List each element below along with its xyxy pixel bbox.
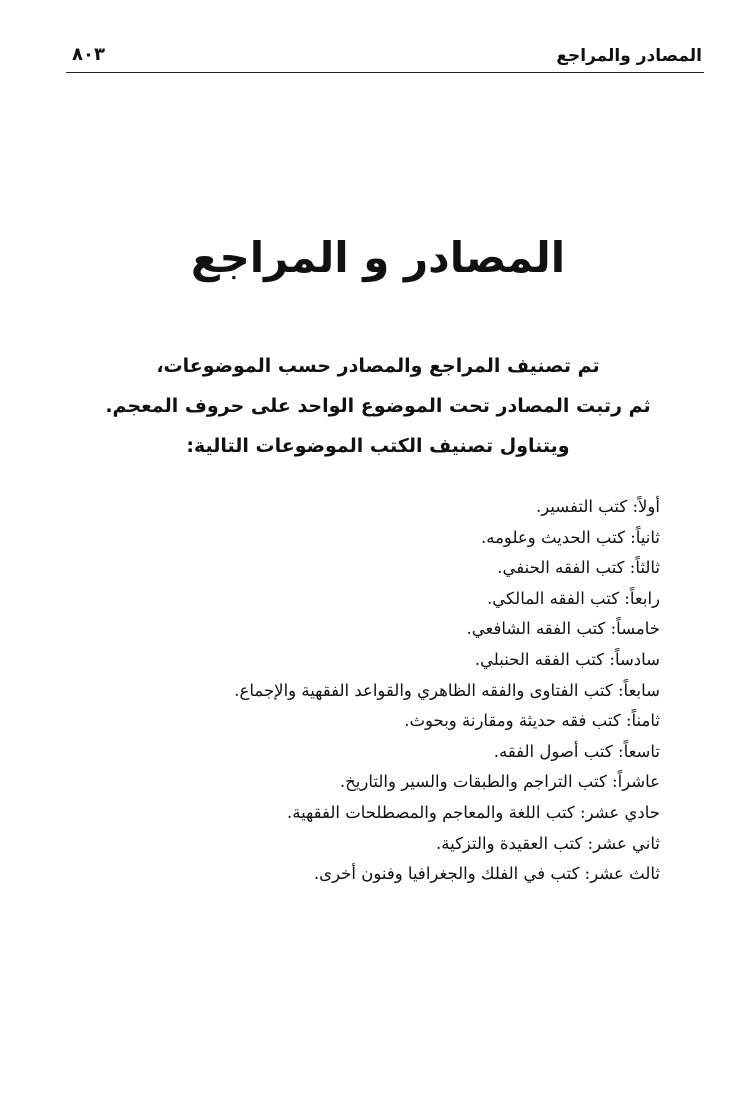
category-item: ثامناً: كتب فقه حديثة ومقارنة وبحوث. bbox=[404, 711, 660, 731]
category-item: خامساً: كتب الفقه الشافعي. bbox=[466, 619, 660, 639]
header-title: المصادر والمراجع bbox=[556, 46, 702, 66]
category-item: ثانياً: كتب الحديث وعلومه. bbox=[481, 527, 660, 547]
category-item: أولاً: كتب التفسير. bbox=[535, 497, 660, 516]
category-item: حادي عشر: كتب اللغة والمعاجم والمصطلحات الفقهية. bbox=[286, 802, 660, 822]
intro-line: تم تصنيف المراجع والمصادر حسب الموضوعات، bbox=[156, 355, 600, 377]
category-list bbox=[40, 492, 660, 890]
category-item: عاشراً: كتب التراجم والطبقات والسير والتاريخ. bbox=[339, 772, 660, 792]
category-item: ثالثاً: كتب الفقه الحنفي. bbox=[497, 558, 660, 578]
page-number: ٨٠٣ bbox=[72, 44, 105, 65]
main-title: المصادر و المراجع bbox=[190, 233, 566, 282]
intro-paragraph bbox=[60, 346, 696, 466]
category-item: ثالث عشر: كتب في الفلك والجغرافيا وفنون أخرى. bbox=[313, 864, 660, 884]
intro-line: ويتناول تصنيف الكتب الموضوعات التالية: bbox=[186, 435, 570, 457]
category-item: سادساً: كتب الفقه الحنبلي. bbox=[474, 649, 660, 669]
running-header bbox=[66, 40, 704, 73]
intro-line: ثم رتبت المصادر تحت الموضوع الواحد على حروف المعجم. bbox=[105, 395, 651, 417]
category-item: تاسعاً: كتب أصول الفقه. bbox=[493, 741, 660, 761]
category-item: سابعاً: كتب الفتاوى والفقه الظاهري والقواعد الفقهية والإجماع. bbox=[234, 680, 660, 700]
category-item: رابعاً: كتب الفقه المالكي. bbox=[487, 588, 660, 608]
category-item: ثاني عشر: كتب العقيدة والتزكية. bbox=[436, 833, 660, 853]
